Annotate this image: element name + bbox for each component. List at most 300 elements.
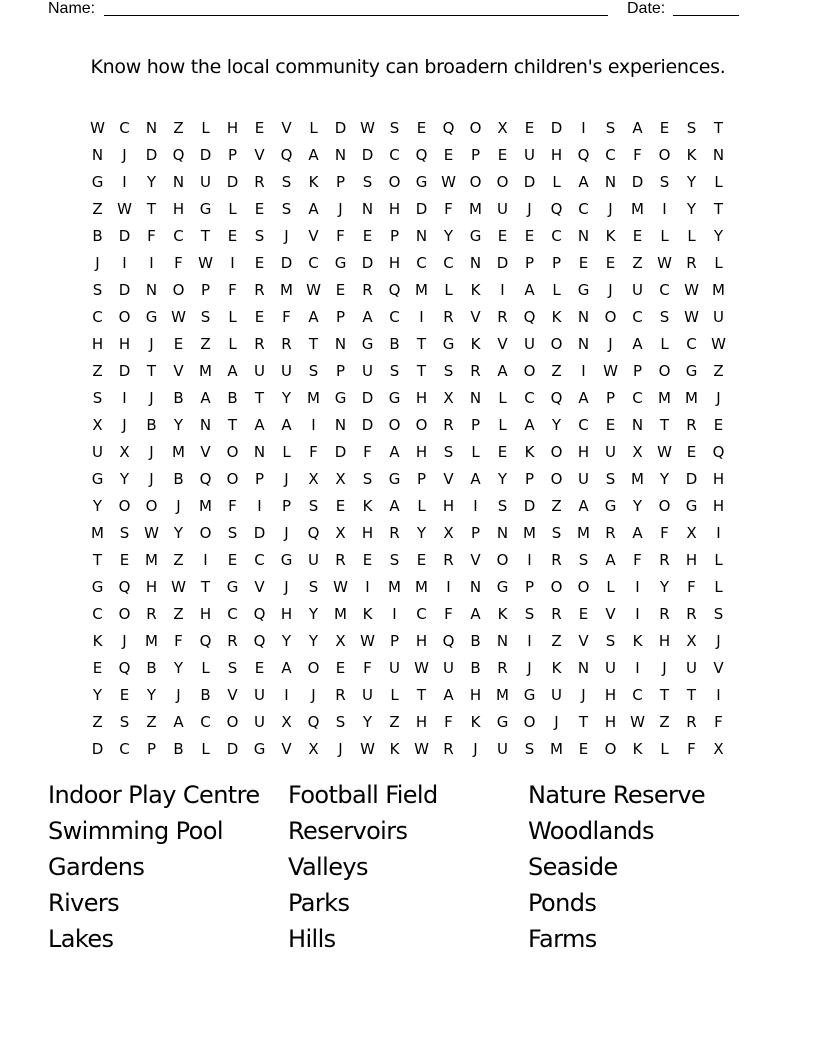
grid-letter[interactable]: G [496, 712, 509, 731]
grid-letter[interactable]: F [633, 550, 642, 569]
grid-letter[interactable]: J [122, 145, 127, 164]
grid-letter[interactable]: S [92, 388, 103, 407]
grid-letter[interactable]: S [605, 118, 616, 137]
grid-letter[interactable]: A [173, 712, 184, 731]
grid-letter[interactable]: X [308, 469, 319, 488]
grid-letter[interactable]: W [603, 361, 618, 380]
grid-letter[interactable]: N [631, 415, 644, 434]
grid-letter[interactable]: Q [442, 631, 455, 650]
grid-letter[interactable]: Z [659, 712, 670, 731]
grid-letter[interactable]: P [470, 523, 481, 542]
grid-letter[interactable]: E [227, 226, 238, 245]
grid-letter[interactable]: Y [362, 712, 373, 731]
grid-letter[interactable]: C [659, 280, 670, 299]
grid-letter[interactable]: Y [146, 172, 157, 191]
grid-letter[interactable]: H [442, 496, 455, 515]
grid-letter[interactable]: A [470, 604, 481, 623]
grid-letter[interactable]: J [149, 334, 154, 353]
grid-letter[interactable]: Q [253, 631, 266, 650]
grid-letter[interactable]: S [281, 199, 292, 218]
grid-letter[interactable]: N [604, 172, 617, 191]
grid-letter[interactable]: O [577, 577, 590, 596]
grid-letter[interactable]: J [149, 442, 154, 461]
grid-letter[interactable]: X [497, 118, 508, 137]
grid-letter[interactable]: O [118, 604, 131, 623]
grid-letter[interactable]: C [92, 604, 103, 623]
grid-letter[interactable]: U [713, 307, 724, 326]
grid-letter[interactable]: W [414, 658, 429, 677]
grid-letter[interactable]: G [442, 334, 455, 353]
grid-letter[interactable]: A [632, 523, 643, 542]
grid-letter[interactable]: Y [173, 658, 184, 677]
grid-letter[interactable]: U [362, 361, 373, 380]
grid-letter[interactable]: S [362, 469, 373, 488]
grid-letter[interactable]: M [145, 550, 158, 569]
grid-letter[interactable]: R [686, 415, 697, 434]
grid-letter[interactable]: V [713, 658, 724, 677]
grid-letter[interactable]: C [389, 307, 400, 326]
grid-letter[interactable]: U [551, 685, 562, 704]
grid-letter[interactable]: E [362, 226, 373, 245]
grid-letter[interactable]: W [360, 631, 375, 650]
grid-letter[interactable]: V [200, 442, 211, 461]
grid-letter[interactable]: M [631, 199, 644, 218]
grid-letter[interactable]: B [173, 739, 184, 758]
grid-letter[interactable]: S [659, 172, 670, 191]
grid-letter[interactable]: K [389, 739, 400, 758]
grid-letter[interactable]: U [605, 658, 616, 677]
grid-letter[interactable]: N [334, 145, 347, 164]
grid-letter[interactable]: Q [307, 712, 320, 731]
grid-letter[interactable]: S [389, 118, 400, 137]
grid-letter[interactable]: K [92, 631, 103, 650]
grid-letter[interactable]: Y [146, 685, 157, 704]
grid-letter[interactable]: G [145, 307, 158, 326]
grid-letter[interactable]: P [524, 577, 535, 596]
grid-letter[interactable]: J [608, 334, 613, 353]
grid-letter[interactable]: S [524, 604, 535, 623]
grid-letter[interactable]: Y [551, 415, 562, 434]
grid-letter[interactable]: L [714, 550, 723, 569]
grid-letter[interactable]: O [388, 172, 401, 191]
grid-letter[interactable]: V [227, 685, 238, 704]
grid-letter[interactable]: I [635, 577, 640, 596]
grid-letter[interactable]: D [361, 253, 374, 272]
grid-letter[interactable]: A [308, 199, 319, 218]
grid-letter[interactable]: U [443, 658, 454, 677]
grid-letter[interactable]: R [443, 550, 454, 569]
grid-letter[interactable]: H [712, 496, 725, 515]
grid-letter[interactable]: W [171, 307, 186, 326]
grid-letter[interactable]: D [361, 145, 374, 164]
grid-letter[interactable]: D [118, 361, 131, 380]
grid-letter[interactable]: H [172, 199, 185, 218]
grid-letter[interactable]: M [658, 388, 671, 407]
grid-letter[interactable]: S [551, 523, 562, 542]
grid-letter[interactable]: H [415, 712, 428, 731]
grid-letter[interactable]: M [631, 469, 644, 488]
grid-letter[interactable]: F [309, 442, 318, 461]
grid-letter[interactable]: U [524, 334, 535, 353]
grid-letter[interactable]: F [444, 712, 453, 731]
grid-letter[interactable]: Y [497, 469, 508, 488]
grid-letter[interactable]: B [470, 631, 481, 650]
grid-letter[interactable]: X [335, 631, 346, 650]
grid-letter[interactable]: D [523, 496, 536, 515]
grid-letter[interactable]: I [635, 658, 640, 677]
grid-letter[interactable]: O [118, 496, 131, 515]
grid-letter[interactable]: W [441, 172, 456, 191]
grid-letter[interactable]: R [254, 172, 265, 191]
grid-letter[interactable]: O [118, 307, 131, 326]
grid-letter[interactable]: Q [118, 658, 131, 677]
grid-letter[interactable]: J [176, 496, 181, 515]
grid-letter[interactable]: D [361, 415, 374, 434]
grid-letter[interactable]: P [335, 172, 346, 191]
grid-letter[interactable]: H [577, 442, 590, 461]
grid-letter[interactable]: H [604, 685, 617, 704]
grid-letter[interactable]: K [470, 334, 481, 353]
grid-letter[interactable]: A [497, 361, 508, 380]
grid-letter[interactable]: J [716, 631, 721, 650]
grid-letter[interactable]: O [226, 712, 239, 731]
grid-letter[interactable]: L [660, 226, 669, 245]
grid-letter[interactable]: E [524, 118, 535, 137]
grid-letter[interactable]: O [226, 469, 239, 488]
grid-letter[interactable]: R [443, 415, 454, 434]
grid-letter[interactable]: C [308, 253, 319, 272]
grid-letter[interactable]: E [578, 253, 589, 272]
grid-letter[interactable]: B [227, 388, 238, 407]
grid-letter[interactable]: O [145, 496, 158, 515]
grid-letter[interactable]: U [524, 145, 535, 164]
grid-letter[interactable]: M [415, 577, 428, 596]
grid-letter[interactable]: O [496, 172, 509, 191]
grid-letter[interactable]: C [686, 334, 697, 353]
grid-letter[interactable]: I [662, 199, 667, 218]
grid-letter[interactable]: N [577, 226, 590, 245]
grid-letter[interactable]: S [443, 361, 454, 380]
grid-letter[interactable]: W [657, 442, 672, 461]
grid-letter[interactable]: W [117, 199, 132, 218]
grid-letter[interactable]: A [308, 145, 319, 164]
grid-letter[interactable]: U [605, 442, 616, 461]
grid-letter[interactable]: J [284, 577, 289, 596]
grid-letter[interactable]: Y [686, 199, 697, 218]
grid-letter[interactable]: B [92, 226, 103, 245]
grid-letter[interactable]: S [200, 307, 211, 326]
grid-letter[interactable]: D [631, 172, 644, 191]
grid-letter[interactable]: X [308, 739, 319, 758]
grid-letter[interactable]: O [523, 361, 536, 380]
grid-letter[interactable]: Y [659, 469, 670, 488]
grid-letter[interactable]: J [608, 280, 613, 299]
grid-letter[interactable]: O [415, 415, 428, 434]
grid-letter[interactable]: O [550, 334, 563, 353]
grid-letter[interactable]: N [253, 442, 266, 461]
grid-letter[interactable]: P [227, 145, 238, 164]
grid-letter[interactable]: K [551, 307, 562, 326]
grid-letter[interactable]: O [388, 415, 401, 434]
grid-letter[interactable]: Y [92, 496, 103, 515]
grid-letter[interactable]: R [551, 550, 562, 569]
grid-letter[interactable]: O [604, 307, 617, 326]
grid-letter[interactable]: U [632, 280, 643, 299]
grid-letter[interactable]: L [552, 280, 561, 299]
grid-letter[interactable]: C [119, 118, 130, 137]
grid-letter[interactable]: I [581, 118, 586, 137]
grid-letter[interactable]: S [308, 577, 319, 596]
grid-letter[interactable]: Z [389, 712, 400, 731]
grid-letter[interactable]: G [91, 577, 104, 596]
grid-letter[interactable]: I [527, 550, 532, 569]
grid-letter[interactable]: V [308, 226, 319, 245]
grid-letter[interactable]: B [146, 415, 157, 434]
grid-letter[interactable]: M [334, 604, 347, 623]
grid-letter[interactable]: U [362, 685, 373, 704]
grid-letter[interactable]: N [469, 388, 482, 407]
grid-letter[interactable]: G [388, 388, 401, 407]
grid-letter[interactable]: N [91, 145, 104, 164]
grid-letter[interactable]: R [659, 604, 670, 623]
grid-letter[interactable]: R [551, 604, 562, 623]
grid-letter[interactable]: U [92, 442, 103, 461]
grid-letter[interactable]: V [605, 604, 616, 623]
grid-letter[interactable]: R [686, 712, 697, 731]
grid-letter[interactable]: T [416, 361, 427, 380]
grid-letter[interactable]: X [713, 739, 724, 758]
grid-letter[interactable]: N [469, 253, 482, 272]
grid-letter[interactable]: X [632, 442, 643, 461]
grid-letter[interactable]: Y [308, 631, 319, 650]
grid-letter[interactable]: Y [632, 496, 643, 515]
grid-letter[interactable]: J [608, 199, 613, 218]
grid-letter[interactable]: U [200, 172, 211, 191]
grid-letter[interactable]: Q [199, 631, 212, 650]
grid-letter[interactable]: J [149, 469, 154, 488]
grid-letter[interactable]: T [578, 712, 589, 731]
grid-letter[interactable]: H [685, 550, 698, 569]
grid-letter[interactable]: N [361, 199, 374, 218]
grid-letter[interactable]: K [632, 631, 643, 650]
grid-letter[interactable]: P [470, 415, 481, 434]
grid-letter[interactable]: F [363, 658, 372, 677]
grid-letter[interactable]: T [686, 685, 697, 704]
grid-letter[interactable]: H [550, 145, 563, 164]
grid-letter[interactable]: G [334, 388, 347, 407]
grid-letter[interactable]: D [550, 118, 563, 137]
grid-letter[interactable]: H [226, 118, 239, 137]
grid-letter[interactable]: Z [92, 199, 103, 218]
grid-letter[interactable]: T [92, 550, 103, 569]
grid-letter[interactable]: H [145, 577, 158, 596]
grid-letter[interactable]: K [362, 496, 373, 515]
grid-letter[interactable]: L [228, 307, 237, 326]
grid-letter[interactable]: V [497, 334, 508, 353]
grid-letter[interactable]: M [550, 739, 563, 758]
grid-letter[interactable]: R [254, 280, 265, 299]
grid-letter[interactable]: M [388, 577, 401, 596]
grid-letter[interactable]: S [281, 172, 292, 191]
grid-letter[interactable]: L [606, 577, 615, 596]
grid-letter[interactable]: L [714, 253, 723, 272]
grid-letter[interactable]: X [686, 523, 697, 542]
grid-letter[interactable]: I [392, 604, 397, 623]
grid-letter[interactable]: D [118, 226, 131, 245]
grid-letter[interactable]: K [470, 712, 481, 731]
grid-letter[interactable]: N [496, 631, 509, 650]
grid-letter[interactable]: E [362, 550, 373, 569]
grid-letter[interactable]: E [119, 550, 130, 569]
grid-letter[interactable]: E [578, 604, 589, 623]
grid-letter[interactable]: H [658, 631, 671, 650]
grid-letter[interactable]: C [119, 739, 130, 758]
grid-letter[interactable]: N [334, 415, 347, 434]
grid-letter[interactable]: G [685, 361, 698, 380]
grid-letter[interactable]: I [419, 307, 424, 326]
grid-letter[interactable]: S [686, 118, 697, 137]
grid-letter[interactable]: S [92, 280, 103, 299]
grid-letter[interactable]: J [338, 199, 343, 218]
grid-letter[interactable]: R [335, 685, 346, 704]
grid-letter[interactable]: P [632, 361, 643, 380]
grid-letter[interactable]: S [713, 604, 724, 623]
grid-letter[interactable]: Z [632, 253, 643, 272]
grid-letter[interactable]: N [577, 307, 590, 326]
grid-letter[interactable]: H [604, 712, 617, 731]
grid-letter[interactable]: S [227, 658, 238, 677]
grid-letter[interactable]: U [686, 658, 697, 677]
grid-letter[interactable]: M [469, 199, 482, 218]
grid-letter[interactable]: H [199, 604, 212, 623]
grid-letter[interactable]: A [524, 280, 535, 299]
grid-letter[interactable]: P [605, 388, 616, 407]
grid-letter[interactable]: O [469, 118, 482, 137]
grid-letter[interactable]: Q [199, 469, 212, 488]
grid-letter[interactable]: H [361, 523, 374, 542]
grid-letter[interactable]: C [416, 253, 427, 272]
grid-letter[interactable]: E [524, 226, 535, 245]
grid-letter[interactable]: V [578, 631, 589, 650]
grid-letter[interactable]: S [119, 523, 130, 542]
grid-letter[interactable]: Q [523, 307, 536, 326]
grid-letter[interactable]: O [550, 577, 563, 596]
grid-letter[interactable]: E [92, 658, 103, 677]
grid-letter[interactable]: Y [119, 469, 130, 488]
grid-letter[interactable]: J [284, 523, 289, 542]
grid-letter[interactable]: M [415, 280, 428, 299]
grid-letter[interactable]: U [308, 550, 319, 569]
grid-letter[interactable]: U [497, 739, 508, 758]
grid-letter[interactable]: I [635, 604, 640, 623]
grid-letter[interactable]: I [122, 388, 127, 407]
grid-letter[interactable]: W [360, 739, 375, 758]
grid-letter[interactable]: Z [173, 550, 184, 569]
grid-letter[interactable]: N [334, 334, 347, 353]
grid-letter[interactable]: P [335, 361, 346, 380]
grid-letter[interactable]: I [122, 253, 127, 272]
grid-letter[interactable]: M [712, 280, 725, 299]
grid-letter[interactable]: I [473, 496, 478, 515]
grid-letter[interactable]: X [335, 469, 346, 488]
grid-letter[interactable]: R [443, 307, 454, 326]
grid-letter[interactable]: L [498, 388, 507, 407]
grid-letter[interactable]: C [254, 550, 265, 569]
grid-letter[interactable]: C [389, 145, 400, 164]
grid-letter[interactable]: E [335, 658, 346, 677]
grid-letter[interactable]: G [361, 334, 374, 353]
grid-letter[interactable]: X [92, 415, 103, 434]
grid-letter[interactable]: J [554, 712, 559, 731]
grid-letter[interactable]: K [524, 442, 535, 461]
grid-letter[interactable]: P [524, 253, 535, 272]
grid-letter[interactable]: P [281, 496, 292, 515]
grid-letter[interactable]: S [119, 712, 130, 731]
grid-letter[interactable]: O [658, 145, 671, 164]
grid-letter[interactable]: D [118, 280, 131, 299]
grid-letter[interactable]: Y [173, 523, 184, 542]
grid-letter[interactable]: T [254, 388, 265, 407]
grid-letter[interactable]: A [578, 388, 589, 407]
grid-letter[interactable]: L [228, 199, 237, 218]
grid-letter[interactable]: J [473, 739, 478, 758]
grid-letter[interactable]: D [334, 442, 347, 461]
grid-letter[interactable]: S [335, 712, 346, 731]
grid-letter[interactable]: C [632, 685, 643, 704]
grid-letter[interactable]: J [581, 685, 586, 704]
grid-letter[interactable]: Z [551, 631, 562, 650]
grid-letter[interactable]: C [524, 388, 535, 407]
grid-letter[interactable]: L [201, 118, 210, 137]
grid-letter[interactable]: R [281, 334, 292, 353]
grid-letter[interactable]: I [527, 631, 532, 650]
grid-letter[interactable]: W [684, 307, 699, 326]
grid-letter[interactable]: W [333, 577, 348, 596]
grid-letter[interactable]: X [335, 523, 346, 542]
grid-letter[interactable]: Z [713, 361, 724, 380]
grid-letter[interactable]: G [334, 253, 347, 272]
grid-letter[interactable]: T [416, 685, 427, 704]
grid-letter[interactable]: D [496, 253, 509, 272]
grid-letter[interactable]: A [605, 550, 616, 569]
grid-letter[interactable]: R [254, 334, 265, 353]
grid-letter[interactable]: S [362, 172, 373, 191]
grid-letter[interactable]: G [199, 199, 212, 218]
grid-letter[interactable]: E [416, 550, 427, 569]
grid-letter[interactable]: A [632, 118, 643, 137]
grid-letter[interactable]: Q [550, 388, 563, 407]
grid-letter[interactable]: H [388, 199, 401, 218]
grid-letter[interactable]: F [174, 253, 183, 272]
grid-letter[interactable]: Z [92, 712, 103, 731]
grid-letter[interactable]: Y [308, 604, 319, 623]
grid-letter[interactable]: V [470, 550, 481, 569]
grid-letter[interactable]: M [307, 388, 320, 407]
grid-letter[interactable]: R [497, 307, 508, 326]
grid-letter[interactable]: H [91, 334, 104, 353]
grid-letter[interactable]: Z [173, 604, 184, 623]
grid-letter[interactable]: J [527, 658, 532, 677]
grid-letter[interactable]: D [415, 199, 428, 218]
grid-letter[interactable]: Q [442, 118, 455, 137]
grid-letter[interactable]: Y [281, 631, 292, 650]
grid-letter[interactable]: H [712, 469, 725, 488]
grid-letter[interactable]: Q [712, 442, 725, 461]
grid-letter[interactable]: Q [388, 280, 401, 299]
grid-letter[interactable]: L [660, 334, 669, 353]
grid-letter[interactable]: H [469, 685, 482, 704]
grid-letter[interactable]: F [444, 604, 453, 623]
